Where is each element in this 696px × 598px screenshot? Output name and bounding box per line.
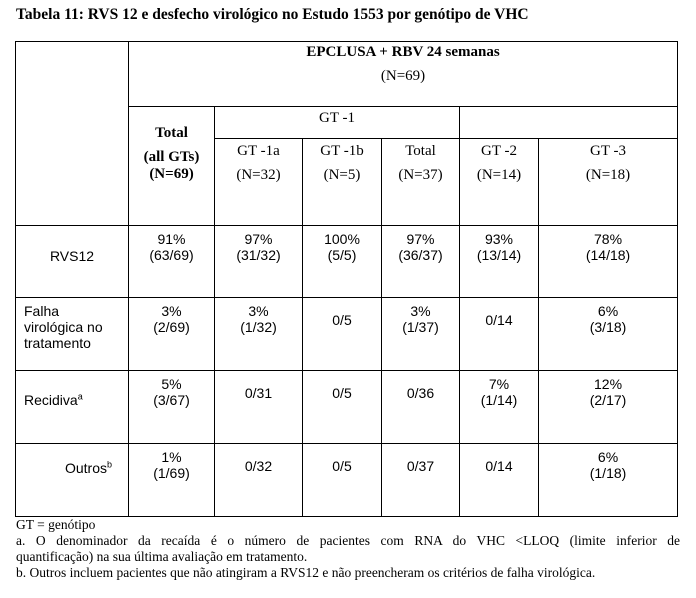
data-cell <box>303 226 382 298</box>
footnote-a-line1: a. O denominador da recaída é o número de pacientes com RNA do VHC <LLOQ (limite inferior de <box>16 533 680 548</box>
footnote-b: b. Outros incluem pacientes que não atingiram a RVS12 e não preencheram os critérios de falha virológica. <box>16 565 596 580</box>
row-label-cell <box>16 298 129 371</box>
data-cell <box>382 371 460 444</box>
cell-value: 93% <box>484 231 514 247</box>
header-col-gt1-total <box>382 139 460 226</box>
header-col-gt2 <box>460 139 539 226</box>
cell-fraction: (36/37) <box>398 247 443 263</box>
footnotes <box>16 517 680 581</box>
header-col-n: (N=14) <box>476 167 522 183</box>
data-cell <box>215 298 303 371</box>
table-row <box>16 298 678 371</box>
data-cell <box>129 444 215 517</box>
cell-value: 0/5 <box>332 458 352 474</box>
cell-fraction: (1/69) <box>153 465 190 481</box>
row-label-line: Falha <box>24 303 60 319</box>
cell-value: 0/14 <box>485 458 513 474</box>
data-cell <box>460 226 539 298</box>
cell-value: 3% <box>410 303 431 319</box>
header-blank-cell <box>460 107 678 139</box>
data-cell <box>303 371 382 444</box>
cell-value: 0/5 <box>332 312 352 328</box>
cell-fraction: (2/69) <box>153 319 190 335</box>
header-col-n: (N=37) <box>398 167 443 183</box>
table-row <box>16 371 678 444</box>
cell-value: 3% <box>161 303 182 319</box>
data-cell <box>382 226 460 298</box>
header-col-n: (N=32) <box>236 167 281 183</box>
table-row <box>16 444 678 517</box>
table-row <box>16 226 678 298</box>
row-label-line: virológica no <box>24 319 103 335</box>
row-label-cell <box>16 444 129 517</box>
row-label-cell <box>16 371 129 444</box>
header-total-sub: (all GTs) <box>143 149 200 165</box>
header-total-n: (N=69) <box>149 166 194 182</box>
header-col-label: GT -1a <box>237 143 280 159</box>
cell-fraction: (1/14) <box>480 392 518 408</box>
data-cell <box>460 444 539 517</box>
data-cell <box>129 298 215 371</box>
data-cell <box>303 444 382 517</box>
table-title: Tabela 11: RVS 12 e desfecho virológico no Estudo 1553 por genótipo de VHC <box>16 6 529 23</box>
data-cell <box>215 226 303 298</box>
row-label: Recidiva <box>24 392 78 408</box>
cell-fraction: (13/14) <box>476 247 522 263</box>
header-col-n: (N=18) <box>585 167 631 183</box>
header-gt1-cell <box>215 107 460 139</box>
data-cell <box>460 371 539 444</box>
data-cell <box>539 371 678 444</box>
footnote-marker: a <box>77 391 83 402</box>
header-empty-cell <box>16 42 129 226</box>
data-cell <box>129 226 215 298</box>
cell-fraction: (31/32) <box>236 247 281 263</box>
header-col-label: GT -3 <box>590 143 627 159</box>
cell-value: 0/36 <box>406 385 435 401</box>
cell-fraction: (63/69) <box>149 247 194 263</box>
header-col-label: GT -2 <box>481 143 517 159</box>
data-cell <box>303 298 382 371</box>
cell-fraction: (3/67) <box>153 392 190 408</box>
header-col-n: (N=5) <box>323 167 361 183</box>
cell-fraction: (1/18) <box>589 465 627 481</box>
header-total-cell <box>129 107 215 226</box>
cell-value: 0/31 <box>244 385 273 401</box>
header-col-label: GT -1b <box>320 143 364 159</box>
cell-value: 100% <box>324 231 360 247</box>
row-label: Outros <box>64 460 107 476</box>
header-group-cell <box>129 42 678 107</box>
footnote-a-line2: quantificação) na sua última avaliação em tratamento. <box>16 549 308 564</box>
header-col-gt1a <box>215 139 303 226</box>
row-label-line: tratamento <box>24 335 91 351</box>
data-cell <box>539 298 678 371</box>
footnote-marker: b <box>106 459 112 470</box>
cell-value: 0/14 <box>485 312 513 328</box>
header-gt1-label: GT -1 <box>319 110 355 126</box>
cell-value: 7% <box>488 376 510 392</box>
cell-value: 1% <box>161 449 182 465</box>
cell-value: 3% <box>248 303 269 319</box>
cell-value: 97% <box>244 231 273 247</box>
data-cell <box>460 298 539 371</box>
data-cell <box>129 371 215 444</box>
header-total-label: Total <box>155 125 188 141</box>
cell-value: 0/37 <box>406 458 435 474</box>
header-col-label: Total <box>405 143 436 159</box>
cell-fraction: (14/18) <box>585 247 631 263</box>
data-cell <box>382 444 460 517</box>
cell-fraction: (5/5) <box>327 247 357 263</box>
header-group-label: EPCLUSA + RBV 24 semanas <box>306 44 500 60</box>
header-group-n: (N=69) <box>380 68 426 84</box>
data-cell <box>215 444 303 517</box>
row-label-cell <box>16 226 129 298</box>
data-cell <box>539 444 678 517</box>
cell-value: 0/5 <box>332 385 352 401</box>
cell-fraction: (3/18) <box>589 319 627 335</box>
results-table <box>15 41 678 517</box>
cell-value: 12% <box>594 376 623 392</box>
cell-value: 78% <box>594 231 623 247</box>
cell-value: 91% <box>157 231 186 247</box>
cell-fraction: (1/32) <box>240 319 277 335</box>
cell-fraction: (2/17) <box>589 392 627 408</box>
cell-value: 6% <box>597 449 619 465</box>
footnote-gt: GT = genótipo <box>16 517 96 532</box>
row-label: RVS12 <box>49 248 95 264</box>
header-col-gt1b <box>303 139 382 226</box>
data-cell <box>382 298 460 371</box>
data-cell <box>539 226 678 298</box>
cell-value: 97% <box>406 231 435 247</box>
cell-value: 5% <box>161 376 182 392</box>
cell-fraction: (1/37) <box>402 319 439 335</box>
header-col-gt3 <box>539 139 678 226</box>
cell-value: 0/32 <box>244 458 273 474</box>
cell-value: 6% <box>597 303 619 319</box>
data-cell <box>215 371 303 444</box>
